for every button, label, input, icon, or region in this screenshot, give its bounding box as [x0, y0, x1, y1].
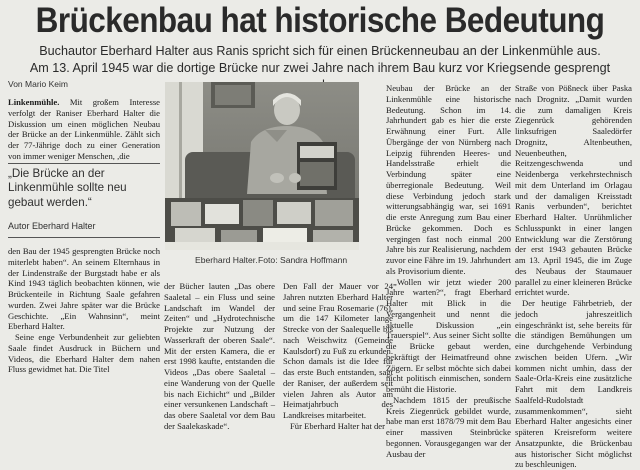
headline: Brückenbau hat historische Bedeutung [35, 1, 605, 40]
subheadline-line-1: Buchautor Eberhard Halter aus Ranis spricht sich für einen Brückenneubau an der Linkenmühle aus. [39, 44, 601, 58]
paragraph: Den Fall der Mauer vor 24 Jahren nutzten Eberhard Halter und seine Frau Rosemarie (76), um die 147 Kilometer lange Strecke von der Saalequelle bis nach Weischwitz (Gemeinde Kaulsdorf) zu Fuß zu erkunden. Schon damals ist die Idee für das erste Buch entstanden, sagt der Raniser, der außerdem seit vielen Jahren als Autor am Heimatjahrbuch des Landkreises mitarbeitet. [283, 281, 393, 420]
pull-quote-author: Autor Eberhard Halter [8, 221, 96, 231]
photo-illustration [165, 82, 359, 250]
article-column-1-bottom [8, 246, 160, 436]
paragraph: Neubau der Brücke an der Linkenmühle eine historische Bedeutung. Schon im 14. Jahrhundert gab es hier die erste Erwähnung einer Furt. Alle Übergänge der von Nürnberg nach Leipzig führenden Heeres- und Handelsstraße erhielt die Verbindung später eine überregionale Bedeutung. Weil diese Verbindung jedoch stark witterungsabhängig war, sei 1691 die erste Anregung zum Bau einer Brücke gekommen. Doch es vergingen fast noch einmal 200 Jahre bis zur Realisierung, nachdem zuvor eine Fähre im 19. Jahrhundert als Provisorium diente. [386, 83, 511, 276]
paragraph: Seine enge Verbundenheit zur geliebten Saale findet Ausdruck in Büchern und Videos, die Eberhard Halter dem nahen Fluss gewidmet hat. Die Titel [8, 332, 160, 375]
paragraph: Für Eberhard Halter hat der [290, 420, 385, 431]
paragraph: Der heutige Fährbetrieb, der jedoch jahreszeitlich eingeschränkt ist, sehe bereits für die ständigen Bemühungen um eine durchgehende Verbindung zwischen beiden Ufern. „Wir kommen nicht umhin, dass der Saale-Orla-Kreis eine zusätzliche Fahrt mit dem Landkreis Saalfeld-Rudolstadt zusammenkommen“, sieht Eberhard Halter angesichts einer späteren Kreisreform weitere Ansatzpunkte, die Brückenbau aus historischer Sicht möglichst zu beschleunigen. [515, 298, 632, 470]
paragraph: den Bau der 1945 gesprengten Brücke noch miterlebt haben“. An seinem Elternhaus in der Lindenstraße der Burgstadt habe er als Kind 1943 täglich beobachten können, wie Brückenteile in Richtung Saale gefahren wurden. Zwei Jahre später war die Brücke Geschichte. „Ein Wahnsinn“, meint Eberhard Halter. [8, 246, 160, 332]
paragraph: der Bücher lauten „Das obere Saaletal – ein Fluss und seine Landschaft im Wandel der Zeiten“ und „Hydrotechnische Projekte zur Nutzung der Wasserkraft der oberen Saale“. Mit der ersten Kamera, die er erst 1998 kaufte, entstanden die Videos „Das obere Saaletal – eine Wanderung von der Quelle bis nach Eichicht“ und „Bilder einer versunkenen Landschaft – das obere Saaletal vor dem Bau der Saalekaskade“. [164, 281, 275, 431]
article-column-1-top [8, 97, 160, 161]
dateline: Linkenmühle. [8, 97, 60, 107]
paragraph: „Wollen wir jetzt wieder 200 Jahre warten?“, fragt Eberhard Halter mit Blick in die Vergangenheit und nennt die aktuelle Diskussion „ein Trauerspiel“. Aus seiner Sicht sollte die Brücke gebaut werden, bekräftigt der Heimatfreund ohne Zögern. Er selbst möchte sich dabei nicht politisch einmischen, sondern bemüht die Historie. [386, 276, 511, 394]
paragraph: Nachdem 1815 der preußische Kreis Ziegenrück gebildet wurde, habe man erst 1878/79 mit dem Bau einer massiven Steinbrücke begonnen. Vorausgegangen war der Ausbau der [386, 394, 511, 459]
intro-text: Mit großem Interesse verfolgt der Raniser Eberhard Halter die Diskussion um einen möglichen Neubau der Brücke an der Linkenmühle. Zählt sich der 77-Jährige doch zu einer Generation von immer weniger Menschen, ,die [8, 97, 160, 161]
byline: Von Mario Keim [8, 79, 68, 89]
article-column-2 [164, 281, 275, 436]
article-column-5 [515, 83, 632, 470]
article-column-4 [386, 83, 511, 459]
article-column-3 [283, 281, 393, 436]
quote-top-divider [8, 163, 160, 164]
quote-bottom-divider [8, 237, 160, 238]
photo-credit: Foto: Sandra Hoffmann [258, 255, 348, 265]
subheadline-line-2: Am 13. April 1945 war die dortige Brücke nur zwei Jahre nach ihrem Bau kurz vor Kriegsende gesprengt [29, 61, 611, 75]
paragraph: Straße von Pößneck über Paska nach Drognitz. „Damit wurden die zum damaligen Kreis Ziegenrück gehörenden linksufrigen Saaledörfer Drognitz, Altenbeuthen, Neuenbeuthen, Reitzengeschwenda und Neidenberga verkehrstechnisch mit dem Unterland im Orlagau und der damaligen Kreisstadt Ranis verbunden“, berichtet Eberhard Halter. Unrühmlicher Schlusspunkt in einer langen Entwicklung war die Zerstörung der erst 1943 gebauten Brücke am 13. April 1945, die im Zuge des Neubaus der Staumauer parallel zu einer kleineren Brücke errichtet wurde. [515, 83, 632, 298]
photo-eberhard-halter [165, 82, 359, 250]
photo-caption: Eberhard Halter. [195, 255, 258, 265]
pull-quote: „Die Brücke an der Linkenmühle sollte neu gebaut werden.“ [8, 167, 127, 209]
